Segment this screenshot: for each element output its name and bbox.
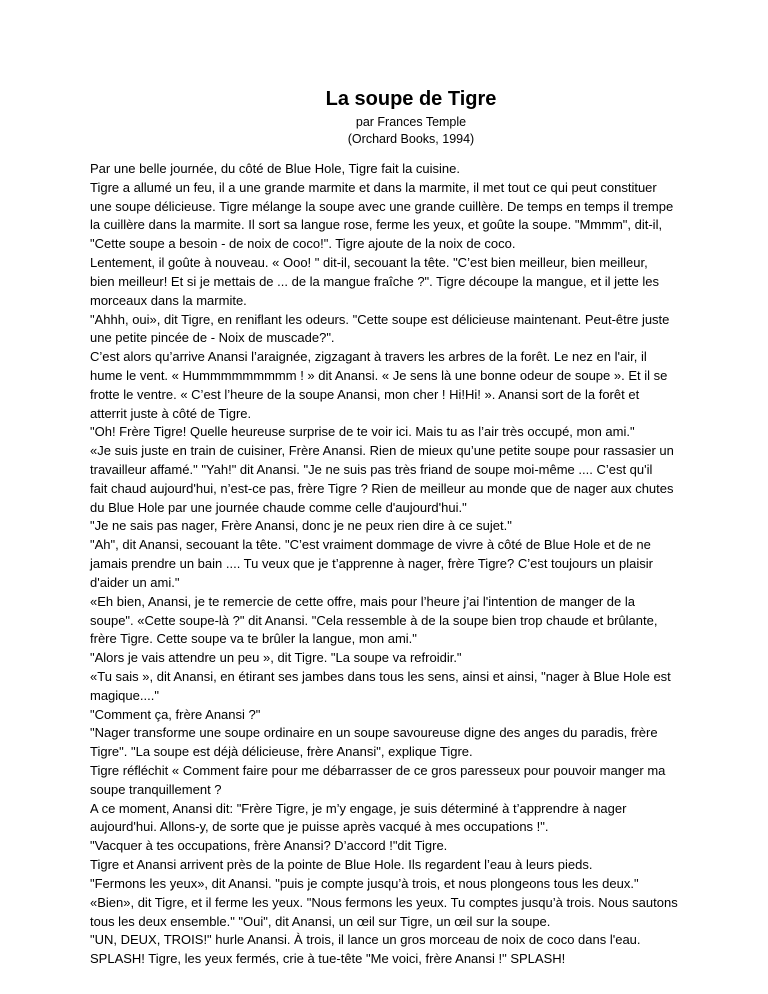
text-line: frère Tigre. Cette soupe va te brûler la langue, mon ami."	[90, 631, 417, 647]
text-line: bien meilleur! Et si je mettais de ... de la mangue fraîche ?". Tigre découpe la mangue, et il jette les	[90, 273, 659, 289]
text-line: "Comment ça, frère Anansi ?"	[90, 706, 261, 722]
text-line: "Vacquer à tes occupations, frère Anansi? D’accord !"dit Tigre.	[90, 838, 448, 854]
text-line: une petite pincée de - Noix de muscade?".	[90, 330, 335, 346]
text-line: frotte le ventre. « C’est l’heure de la soupe Anansi, mon cher ! Hi!Hi! ». Anansi sort de la forêt et	[90, 386, 640, 402]
text-line: "UN, DEUX, TROIS!" hurle Anansi. À trois, il lance un gros morceau de noix de coco dans l'eau.	[90, 932, 641, 948]
text-line: Tigre a allumé un feu, il a une grande marmite et dans la marmite, il met tout ce qui peut constituer	[90, 179, 657, 195]
text-line: jamais prendre un bain .... Tu veux que je t’apprenne à nager, frère Tigre? C’est toujours un plaisir	[90, 556, 653, 572]
document-title: La soupe de Tigre	[325, 88, 497, 110]
text-line: SPLASH! Tigre, les yeux fermés, crie à tue-tête "Me voici, frère Anansi !" SPLASH!	[90, 951, 566, 967]
text-line: «Eh bien, Anansi, je te remercie de cette offre, mais pour l’heure j’ai l'intention de manger de la	[90, 593, 635, 609]
text-line: la cuillère dans la marmite. Il sort sa langue rose, ferme les yeux, et goûte la soupe. "Mmmm", dit-il,	[90, 217, 663, 233]
text-line: soupe tranquillement ?	[90, 781, 222, 797]
text-line: morceaux dans la marmite.	[90, 292, 247, 308]
text-line: C’est alors qu’arrive Anansi l’araignée, zigzagant à travers les arbres de la forêt. Le nez en l'air, il	[90, 349, 647, 365]
text-line: "Je ne sais pas nager, Frère Anansi, donc je ne peux rien dire à ce sujet."	[90, 518, 512, 534]
text-line: "Ah", dit Anansi, secouant la tête. "C’est vraiment dommage de vivre à côté de Blue Hole et de ne	[90, 537, 651, 553]
text-line: "Ahhh, oui», dit Tigre, en reniflant les odeurs. "Cette soupe est délicieuse maintenant. Peut-être juste	[90, 311, 670, 327]
text-line: A ce moment, Anansi dit: "Frère Tigre, je m’y engage, je suis déterminé à t’apprendre à nager	[90, 800, 627, 816]
text-line: "Alors je vais attendre un peu », dit Tigre. "La soupe va refroidir."	[90, 650, 462, 666]
text-line: «Tu sais », dit Anansi, en étirant ses jambes dans tous les sens, ainsi et ainsi, "nager à Blue Hole est	[90, 668, 671, 684]
text-line: «Bien», dit Tigre, et il ferme les yeux. "Nous fermons les yeux. Tu comptes jusqu’à trois. Nous sautons	[90, 894, 678, 910]
text-line: Lentement, il goûte à nouveau. « Ooo! " dit-il, secouant la tête. "C’est bien meilleur, bien meilleur,	[90, 255, 648, 271]
text-line: "Fermons les yeux», dit Anansi. "puis je compte jusqu’à trois, et nous plongeons tous les deux."	[90, 875, 639, 891]
text-line: Tigre réfléchit « Comment faire pour me débarrasser de ce gros paresseux pour pouvoir manger ma	[90, 763, 666, 778]
text-line: atterrit juste à côté de Tigre.	[90, 405, 252, 421]
text-line: «Je suis juste en train de cuisiner, Frère Anansi. Rien de mieux qu’une petite soupe pour rassasier un	[90, 443, 674, 459]
text-line: fait chaud aujourd'hui, n’est-ce pas, frère Tigre ? Rien de meilleur au monde que de nager aux chutes	[90, 480, 674, 496]
text-line: Tigre et Anansi arrivent près de la pointe de Blue Hole. Ils regardent l’eau à leurs pieds.	[90, 857, 593, 873]
author-line: par Frances Temple	[355, 115, 467, 129]
text-line: hume le vent. « Hummmmmmmmm ! » dit Anansi. « Je sens là une bonne odeur de soupe ». Et il se	[90, 367, 668, 383]
text-line: soupe". «Cette soupe-là ?" dit Anansi. "Cela ressemble à de la soupe bien trop chaude et brûlante,	[90, 612, 658, 628]
text-line: Par une belle journée, du côté de Blue Hole, Tigre fait la cuisine.	[90, 161, 461, 176]
text-line: "Cette soupe a besoin - de noix de coco!". Tigre ajoute de la noix de coco.	[90, 236, 516, 252]
text-line: aujourd'hui. Allons-y, de sorte que je puisse après vacqué à mes occupations !".	[90, 819, 549, 835]
text-line: "Oh! Frère Tigre! Quelle heureuse surprise de te voir ici. Mais tu as l’air très occupé, mon ami."	[90, 424, 635, 440]
story-text	[90, 160, 730, 969]
text-line: travailleur affamé." "Yah!" dit Anansi. "Je ne suis pas très friand de soupe moi-même .... C’est qu'il	[90, 462, 653, 477]
publisher-line: (Orchard Books, 1994)	[347, 132, 475, 146]
text-line: Tigre". "La soupe est déjà délicieuse, frère Anansi", explique Tigre.	[90, 744, 473, 760]
text-line: tous les deux ensemble." "Oui", dit Anansi, un œil sur Tigre, un œil sur la soupe.	[90, 913, 551, 929]
text-line: une soupe délicieuse. Tigre mélange la soupe avec une grande cuillère. De temps en temps il trempe	[90, 198, 674, 214]
text-line: magique...."	[90, 687, 159, 703]
text-line: d'aider un ami."	[90, 574, 180, 590]
text-line: du Blue Hole par une journée chaude comme celle d'aujourd'hui."	[90, 499, 467, 515]
text-line: "Nager transforme une soupe ordinaire en un soupe savoureuse digne des anges du paradis, frère	[90, 725, 658, 741]
